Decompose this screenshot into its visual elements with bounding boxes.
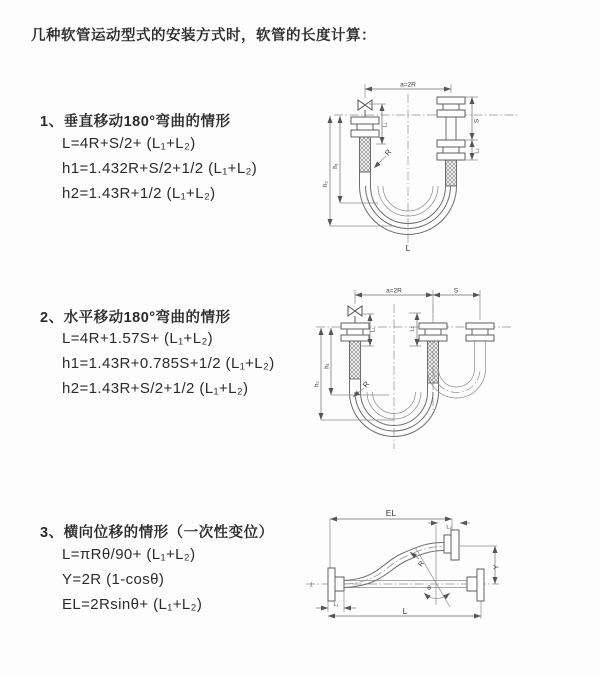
dim-label-a2r: a=2R — [386, 287, 402, 295]
dim-label-s: S — [473, 118, 481, 124]
diagram-vertical-180-bend — [306, 76, 591, 256]
radius-callout — [410, 552, 426, 568]
centerline-mark: z̄ — [310, 582, 313, 589]
section2-formula-L: L=4R+1.57S+ (L₁+L₂) — [62, 330, 214, 347]
dim-l — [328, 601, 481, 619]
dim-label-l2: L₂ — [409, 326, 416, 332]
section2-formula-h2: h2=1.43R+S/2+1/2 (L₁+L₂) — [62, 380, 249, 397]
dim-s — [433, 288, 480, 296]
dim-label-l: L — [405, 243, 411, 253]
straight-end-flange — [467, 569, 484, 601]
dim-label-r: R — [360, 379, 372, 390]
angle-theta — [415, 547, 450, 607]
dim-label-h1: h₁ — [333, 163, 339, 169]
displaced-end-flange — [444, 530, 459, 560]
left-hose-fitting — [351, 117, 379, 186]
section1-formula-L: L=4R+S/2+ (L₁+L₂) — [62, 135, 196, 152]
dim-l2 — [428, 523, 470, 531]
dim-label-s: S — [453, 287, 459, 295]
valve-icon — [358, 100, 372, 117]
braided-hose-section — [350, 341, 361, 379]
section1-formula-h1: h1=1.432R+S/2+1/2 (L₁+L₂) — [62, 160, 258, 177]
dim-label-l1: L₁ — [370, 327, 377, 333]
valve-icon — [348, 306, 362, 323]
section1-formula-h2: h2=1.43R+1/2 (L₁+L₂) — [62, 185, 216, 202]
radius-callout — [353, 379, 372, 397]
diagram-lateral-displacement — [298, 505, 598, 650]
section3-formula-L: L=πRθ/90+ (L₁+L₂) — [62, 546, 196, 563]
right-hose-fitting — [437, 97, 465, 186]
section3-formula-EL: EL=2Rsinθ+ (L₁+L₂) — [62, 596, 203, 613]
section2-heading: 2、水平移动180°弯曲的情形 — [40, 310, 231, 326]
dim-l1 — [316, 591, 356, 612]
dim-l2 — [465, 140, 481, 160]
right-hose-fitting — [466, 323, 494, 369]
dim-label-h2: h₂ — [314, 381, 321, 387]
dim-el — [330, 508, 452, 568]
section2-formula-h1: h1=1.43R+0.785S+1/2 (L₁+L₂) — [62, 355, 275, 372]
section3-heading: 3、横向位移的情形（一次性变位） — [40, 525, 274, 541]
diagram-horizontal-180-bend — [304, 284, 594, 474]
dim-label-l1: L₁ — [382, 122, 389, 128]
braided-hose-section — [428, 341, 439, 383]
page-title: 几种软管运动型式的安装方式时，软管的长度计算： — [31, 28, 376, 44]
section3-formula-Y: Y=2R (1-cosθ) — [62, 571, 165, 588]
braided-hose-section — [446, 160, 457, 186]
left-end-flange — [328, 568, 344, 601]
dim-label-l1: L₁ — [333, 602, 339, 608]
radius-callout — [374, 147, 394, 168]
dim-label-h2: h₂ — [323, 181, 329, 187]
dim-label-a2r: a=2R — [400, 81, 416, 89]
dim-a2r — [355, 288, 480, 321]
dim-label-l: L — [402, 606, 408, 616]
middle-hose-fitting — [419, 323, 447, 392]
dim-label-theta: θ — [427, 585, 431, 592]
section1-heading: 1、垂直移动180°弯曲的情形 — [40, 114, 231, 130]
dim-label-l2: L₂ — [446, 524, 452, 531]
dim-label-el: EL — [385, 508, 397, 518]
dim-label-r: R — [382, 147, 394, 158]
dim-label-l2: L₂ — [474, 148, 481, 154]
dim-s — [465, 97, 481, 140]
dim-label-r: R — [417, 560, 427, 569]
dim-label-y: Y — [493, 564, 501, 570]
dim-label-h1: h₁ — [324, 363, 331, 369]
braided-hose-section — [360, 137, 371, 172]
